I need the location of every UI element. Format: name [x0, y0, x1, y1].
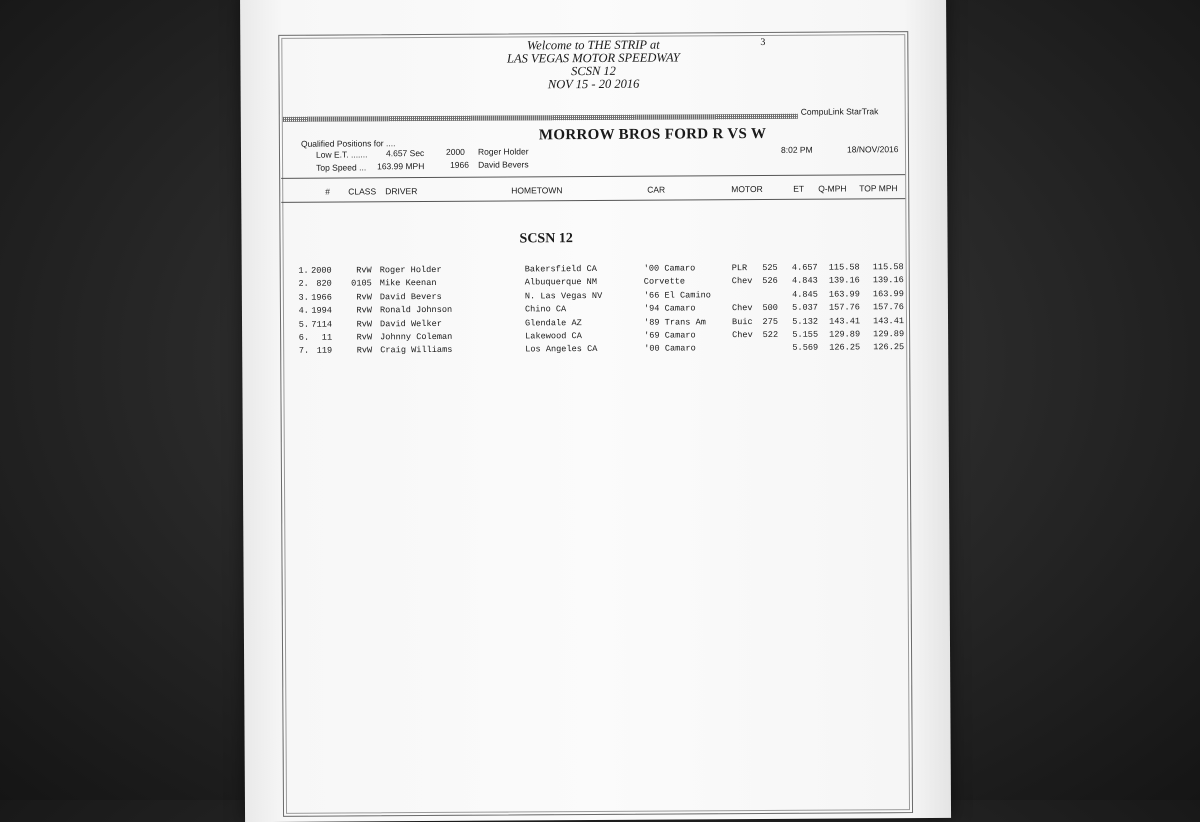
- page-number: 3: [760, 37, 765, 48]
- cell-motor: PLR: [732, 262, 754, 275]
- cell-num: 7114: [309, 318, 332, 331]
- cell-car: '94 Camaro: [644, 302, 724, 315]
- cell-motor: Chev: [732, 302, 754, 315]
- cell-qmph: 126.25: [822, 342, 860, 355]
- cell-qmph: 115.58: [822, 261, 860, 274]
- cell-car: '00 Camaro: [644, 262, 724, 275]
- cell-driver: David Bevers: [380, 290, 510, 304]
- col-header-topmph: TOP MPH: [859, 183, 897, 193]
- cell-pos: 1.: [289, 265, 309, 278]
- col-header-class: CLASS: [348, 186, 376, 196]
- col-header-motor: MOTOR: [731, 184, 763, 194]
- cell-cls: RvW: [342, 318, 372, 331]
- cell-motor: Buic: [732, 316, 754, 329]
- cell-driver: Mike Keenan: [380, 277, 510, 291]
- cell-motor: Chev: [732, 275, 754, 288]
- col-header-hometown: HOMETOWN: [511, 185, 562, 195]
- results-sheet: [240, 0, 951, 822]
- top-speed-value: 163.99 MPH: [377, 161, 424, 171]
- cell-hometown: Bakersfield CA: [525, 263, 645, 277]
- cell-hometown: Los Angeles CA: [525, 343, 645, 357]
- cell-top: 126.25: [866, 341, 904, 354]
- cell-qmph: 143.41: [822, 315, 860, 328]
- cell-num: 119: [309, 345, 332, 358]
- cell-qmph: 139.16: [822, 275, 860, 288]
- cell-hometown: Glendale AZ: [525, 316, 645, 330]
- cell-qmph: 129.89: [822, 328, 860, 341]
- cell-top: 139.16: [866, 274, 904, 287]
- cell-top: 163.99: [866, 288, 904, 301]
- cell-cls: RvW: [342, 345, 372, 358]
- cell-cid: 525: [758, 262, 778, 275]
- cell-top: 129.89: [866, 328, 904, 341]
- cell-hometown: N. Las Vegas NV: [525, 289, 645, 303]
- cell-cid: 526: [758, 275, 778, 288]
- cell-et: 5.037: [782, 302, 818, 315]
- cell-cls: 0105: [342, 278, 372, 291]
- cell-hometown: Chino CA: [525, 303, 645, 317]
- low-et-value: 4.657 Sec: [386, 148, 424, 158]
- cell-et: 5.155: [782, 329, 818, 342]
- col-header-driver: DRIVER: [385, 186, 417, 196]
- cell-pos: 7.: [289, 345, 309, 358]
- cell-pos: 3.: [289, 292, 309, 305]
- cell-cls: RvW: [342, 331, 372, 344]
- cell-driver: David Welker: [380, 317, 510, 331]
- cell-num: 1966: [309, 291, 332, 304]
- cell-car: '00 Camaro: [644, 343, 724, 356]
- low-et-driver: Roger Holder: [478, 146, 529, 156]
- cell-qmph: 163.99: [822, 288, 860, 301]
- qualified-label: Qualified Positions for ....: [301, 138, 396, 149]
- cell-cls: RvW: [342, 264, 372, 277]
- low-et-label: Low E.T. .......: [316, 149, 368, 159]
- cell-cid: 275: [758, 315, 778, 328]
- cell-cls: RvW: [342, 305, 372, 318]
- top-speed-label: Top Speed ...: [316, 162, 366, 172]
- low-et-car: 2000: [446, 147, 465, 157]
- cell-hometown: Lakewood CA: [525, 330, 645, 344]
- cell-et: 4.843: [782, 275, 818, 288]
- cell-driver: Ronald Johnson: [380, 304, 510, 318]
- cell-car: '89 Trans Am: [644, 316, 724, 329]
- cell-driver: Johnny Coleman: [380, 331, 510, 345]
- cell-pos: 2.: [289, 278, 309, 291]
- top-speed-driver: David Bevers: [478, 159, 529, 169]
- cell-driver: Craig Williams: [380, 344, 510, 358]
- section-title: SCSN 12: [519, 231, 572, 247]
- cell-car: '66 El Camino: [644, 289, 724, 302]
- cell-hometown: Albuquerque NM: [525, 276, 645, 290]
- cell-top: 115.58: [866, 261, 904, 274]
- cell-num: 2000: [309, 265, 332, 278]
- cell-et: 4.657: [782, 262, 818, 275]
- cell-num: 820: [309, 278, 332, 291]
- header-series: SCSN 12: [240, 63, 946, 80]
- cell-num: 1994: [309, 305, 332, 318]
- cell-top: 143.41: [866, 315, 904, 328]
- top-speed-car: 1966: [450, 160, 469, 170]
- header-dates: NOV 15 - 20 2016: [241, 76, 947, 93]
- cell-pos: 4.: [289, 305, 309, 318]
- col-header-number: #: [325, 187, 330, 197]
- cell-cid: 522: [758, 329, 778, 342]
- cell-pos: 5.: [289, 318, 309, 331]
- brand-label: CompuLink StarTrak: [801, 106, 879, 116]
- cell-top: 157.76: [866, 301, 904, 314]
- cell-cls: RvW: [342, 291, 372, 304]
- header-venue: LAS VEGAS MOTOR SPEEDWAY: [240, 50, 946, 67]
- cell-cid: 500: [758, 302, 778, 315]
- cell-car: Corvette: [644, 276, 724, 289]
- header-welcome: Welcome to THE STRIP at: [240, 37, 946, 54]
- col-header-qmph: Q-MPH: [818, 183, 846, 193]
- col-header-et: ET: [793, 184, 804, 194]
- col-header-car: CAR: [647, 185, 665, 195]
- cell-num: 11: [309, 332, 332, 345]
- cell-driver: Roger Holder: [380, 264, 510, 278]
- cell-pos: 6.: [289, 332, 309, 345]
- cell-qmph: 157.76: [822, 302, 860, 315]
- cell-et: 5.132: [782, 315, 818, 328]
- cell-et: 4.845: [782, 288, 818, 301]
- cell-et: 5.569: [782, 342, 818, 355]
- print-date: 18/NOV/2016: [847, 144, 899, 154]
- print-time: 8:02 PM: [781, 145, 813, 155]
- event-title: MORROW BROS FORD R VS W: [539, 126, 766, 144]
- page-border: [278, 31, 913, 817]
- cell-car: '69 Camaro: [644, 329, 724, 342]
- cell-motor: Chev: [732, 329, 754, 342]
